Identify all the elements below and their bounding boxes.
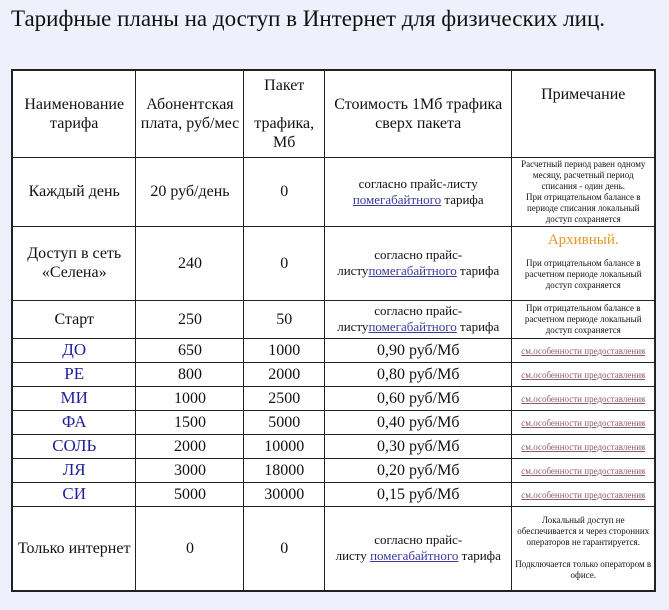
table-header-row <box>12 70 655 157</box>
archived-label: Архивный. <box>547 232 619 248</box>
details-link[interactable]: см.особенности предоставления <box>521 346 646 356</box>
table-row <box>12 338 655 362</box>
table-row <box>12 506 655 591</box>
tariff-cost: 0,40 руб/Мб <box>324 410 511 434</box>
tariff-cost: 0,30 руб/Мб <box>324 434 511 458</box>
tariff-package: 2500 <box>244 386 325 410</box>
per-mb-tariff-link[interactable]: помегабайтного <box>368 319 457 334</box>
table-row <box>12 300 655 338</box>
tariff-cost: 0,60 руб/Мб <box>324 386 511 410</box>
tariff-fee: 250 <box>136 300 244 338</box>
tariff-package: 10000 <box>244 434 325 458</box>
per-mb-tariff-link[interactable]: помегабайтного <box>352 191 442 207</box>
tariff-name-link[interactable]: СОЛЬ <box>52 436 97 455</box>
table-row <box>12 434 655 458</box>
per-mb-tariff-link[interactable]: помегабайтного <box>370 548 459 564</box>
tariff-package: 2000 <box>244 362 325 386</box>
tariff-package: 1000 <box>244 338 325 362</box>
tariff-fee: 5000 <box>136 482 244 506</box>
tariff-cost: 0,80 руб/Мб <box>324 362 511 386</box>
tariff-cost: согласно прайс- листупомегабайтного тарифа <box>324 226 511 300</box>
tariff-package: 18000 <box>244 458 325 482</box>
tariff-name: Доступ в сеть «Селена» <box>12 226 136 300</box>
tariff-cost: 0,20 руб/Мб <box>324 458 511 482</box>
tariff-fee: 240 <box>136 226 244 300</box>
tariff-fee: 0 <box>136 506 244 591</box>
header-package-top: Пакет <box>264 76 305 94</box>
tariff-name: Каждый день <box>12 157 136 226</box>
table-row <box>12 226 655 300</box>
tariff-note: Архивный. При отрицательном балансе в расчетном периоде локальный доступ сохраняется <box>512 226 655 300</box>
tariff-name-link[interactable]: ФА <box>61 412 87 431</box>
header-note: Примечание <box>512 70 655 157</box>
tariff-fee: 1500 <box>136 410 244 434</box>
header-name: Наименование тарифа <box>12 70 136 157</box>
tariff-fee: 3000 <box>136 458 244 482</box>
tariff-fee: 650 <box>136 338 244 362</box>
tariff-cost: 0,15 руб/Мб <box>324 482 511 506</box>
tariff-name-link[interactable]: РЕ <box>64 364 85 383</box>
tariff-fee: 1000 <box>136 386 244 410</box>
details-link[interactable]: см.особенности предоставления <box>521 466 646 476</box>
tariff-package: 50 <box>244 300 325 338</box>
details-link[interactable]: см.особенности предоставления <box>521 370 646 380</box>
header-cost: Стоимость 1Мб трафика сверх пакета <box>324 70 511 157</box>
table-row <box>12 157 655 226</box>
tariff-cost: согласно прайс-листу помегабайтного тарифа <box>324 157 511 226</box>
tariff-fee: 20 руб/день <box>136 157 244 226</box>
header-package-bottom: трафика, Мб <box>254 114 315 151</box>
tariff-name-link[interactable]: СИ <box>62 484 87 503</box>
tariff-cost: согласно прайс- листупомегабайтного тарифа <box>324 300 511 338</box>
details-link[interactable]: см.особенности предоставления <box>521 418 646 428</box>
tariff-note: Локальный доступ не обеспечивается и через сторонних операторов не гарантируется. Подключается только оператором в офисе. <box>512 506 655 591</box>
page-title: Тарифные планы на доступ в Интернет для физических лиц. <box>11 6 606 31</box>
tariff-package: 30000 <box>244 482 325 506</box>
table-row <box>12 482 655 506</box>
tariff-fee: 2000 <box>136 434 244 458</box>
tariff-cost: 0,90 руб/Мб <box>324 338 511 362</box>
tariff-name-link[interactable]: МИ <box>60 388 88 407</box>
tariff-package: 0 <box>244 226 325 300</box>
table-row <box>12 458 655 482</box>
tariff-package: 0 <box>244 506 325 591</box>
details-link[interactable]: см.особенности предоставления <box>521 442 646 452</box>
tariff-name: Только интернет <box>12 506 136 591</box>
tariff-name-link[interactable]: ДО <box>62 340 87 359</box>
header-package <box>244 70 325 157</box>
per-mb-tariff-link[interactable]: помегабайтного <box>368 263 457 278</box>
tariff-fee: 800 <box>136 362 244 386</box>
details-link[interactable]: см.особенности предоставления <box>521 394 646 404</box>
table-row <box>12 410 655 434</box>
tariff-package: 5000 <box>244 410 325 434</box>
tariff-name: Старт <box>12 300 136 338</box>
table-row <box>12 362 655 386</box>
tariff-cost: согласно прайс- листу помегабайтного тарифа <box>324 506 511 591</box>
tariff-package: 0 <box>244 157 325 226</box>
details-link[interactable]: см.особенности предоставления <box>521 490 646 500</box>
tariff-note: Расчетный период равен одному месяцу, расчетный период списания - один день. При отрицательном балансе в периоде списания локальный доступ сохраняется <box>512 157 655 226</box>
tariff-name-link[interactable]: ЛЯ <box>62 460 86 479</box>
table-row <box>12 386 655 410</box>
header-fee: Абонентская плата, руб/мес <box>136 70 244 157</box>
tariff-note: При отрицательном балансе в расчетном периоде локальный доступ сохраняется <box>512 300 655 338</box>
tariff-table <box>11 69 656 592</box>
